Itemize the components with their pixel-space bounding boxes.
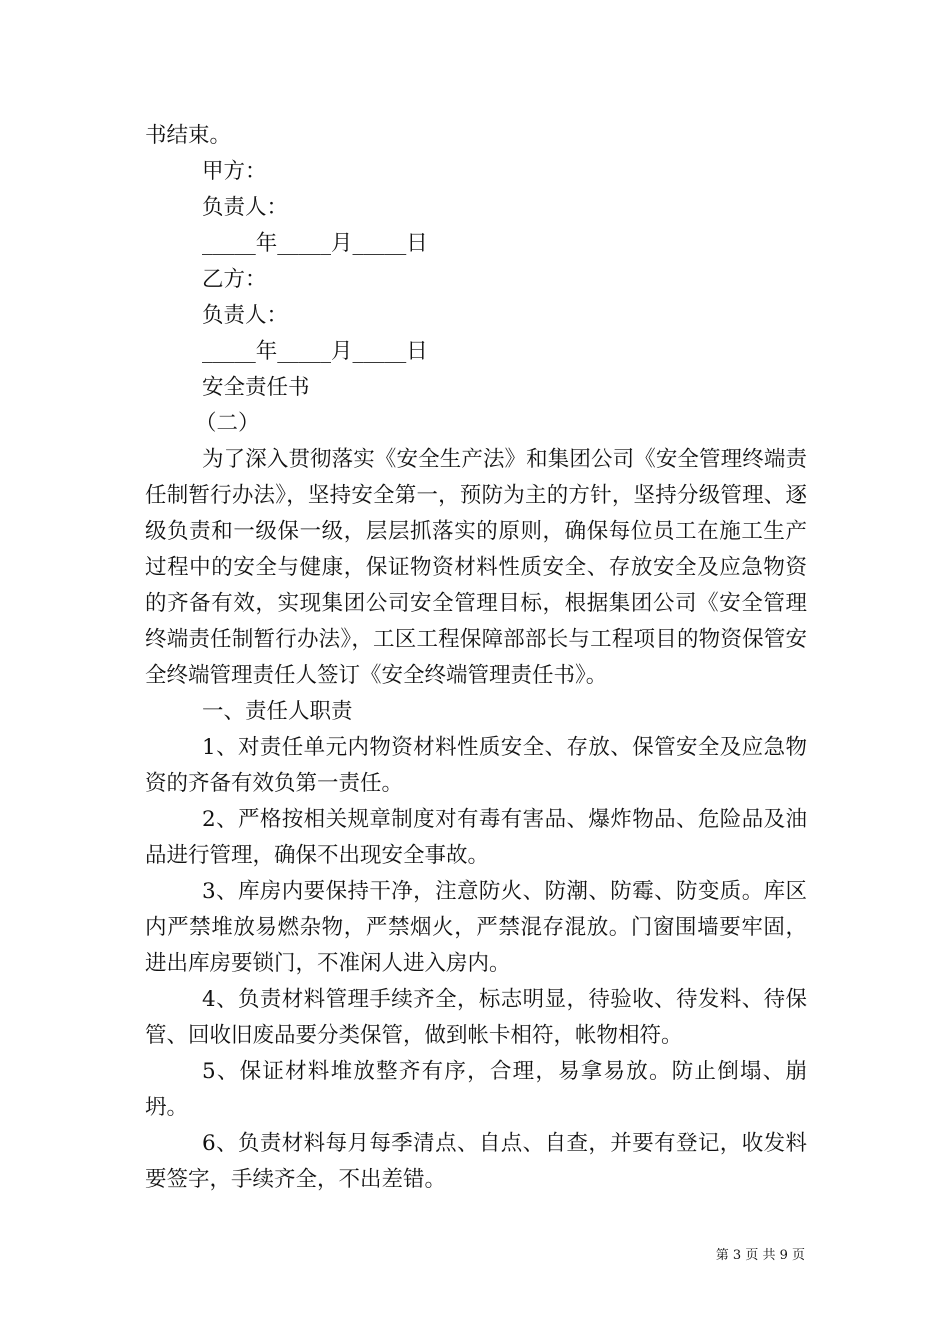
- heading-responsibilities: 一、责任人职责: [202, 699, 353, 724]
- party-a-date-line: _____年_____月_____日: [202, 231, 428, 256]
- duty-item-6: 6、负责材料每月每季清点、自点、自查，并要有登记，收发料要签字，手续齐全，不出差错。: [145, 1131, 807, 1192]
- party-a-label: 甲方：: [202, 159, 267, 184]
- section-title: 安全责任书: [202, 375, 310, 400]
- duty-item-5: 5、保证材料堆放整齐有序，合理，易拿易放。防止倒塌、崩坍。: [145, 1059, 807, 1120]
- section-subtitle: （二）: [195, 411, 260, 436]
- duty-item-1: 1、对责任单元内物资材料性质安全、存放、保管安全及应急物资的齐备有效负第一责任。: [145, 735, 807, 796]
- duty-item-3: 3、库房内要保持干净，注意防火、防潮、防霉、防变质。库区内严禁堆放易燃杂物，严禁烟火，严禁混存混放。门窗围墙要牢固，进出库房要锁门，不准闲人进入房内。: [145, 879, 807, 976]
- intro-paragraph: 为了深入贯彻落实《安全生产法》和集团公司《安全管理终端责任制暂行办法》，坚持安全第一，预防为主的方针，坚持分级管理、逐级负责和一级保一级，层层抓落实的原则，确保每位员工在施工生产过程中的安全与健康，保证物资材料性质安全、存放安全及应急物资的齐备有效，实现集团公司安全管理目标，根据集团公司《安全管理终端责任制暂行办法》，工区工程保障部部长与工程项目的物资保管安全终端管理责任人签订《安全终端管理责任书》。: [145, 447, 807, 688]
- page-number: 第 3 页 共 9 页: [715, 1248, 805, 1263]
- duty-item-2: 2、严格按相关规章制度对有毒有害品、爆炸物品、危险品及油品进行管理，确保不出现安全事故。: [145, 807, 807, 868]
- party-b-date-line: _____年_____月_____日: [202, 339, 428, 364]
- duty-item-4: 4、负责材料管理手续齐全，标志明显，待验收、待发料、待保管、回收旧废品要分类保管，做到帐卡相符，帐物相符。: [145, 987, 807, 1048]
- party-b-responsible-label: 负责人：: [202, 303, 289, 328]
- party-b-label: 乙方：: [202, 267, 267, 292]
- party-a-responsible-label: 负责人：: [202, 195, 289, 220]
- document-body: [145, 118, 807, 1198]
- text-line-continuation: 书结束。: [145, 123, 232, 148]
